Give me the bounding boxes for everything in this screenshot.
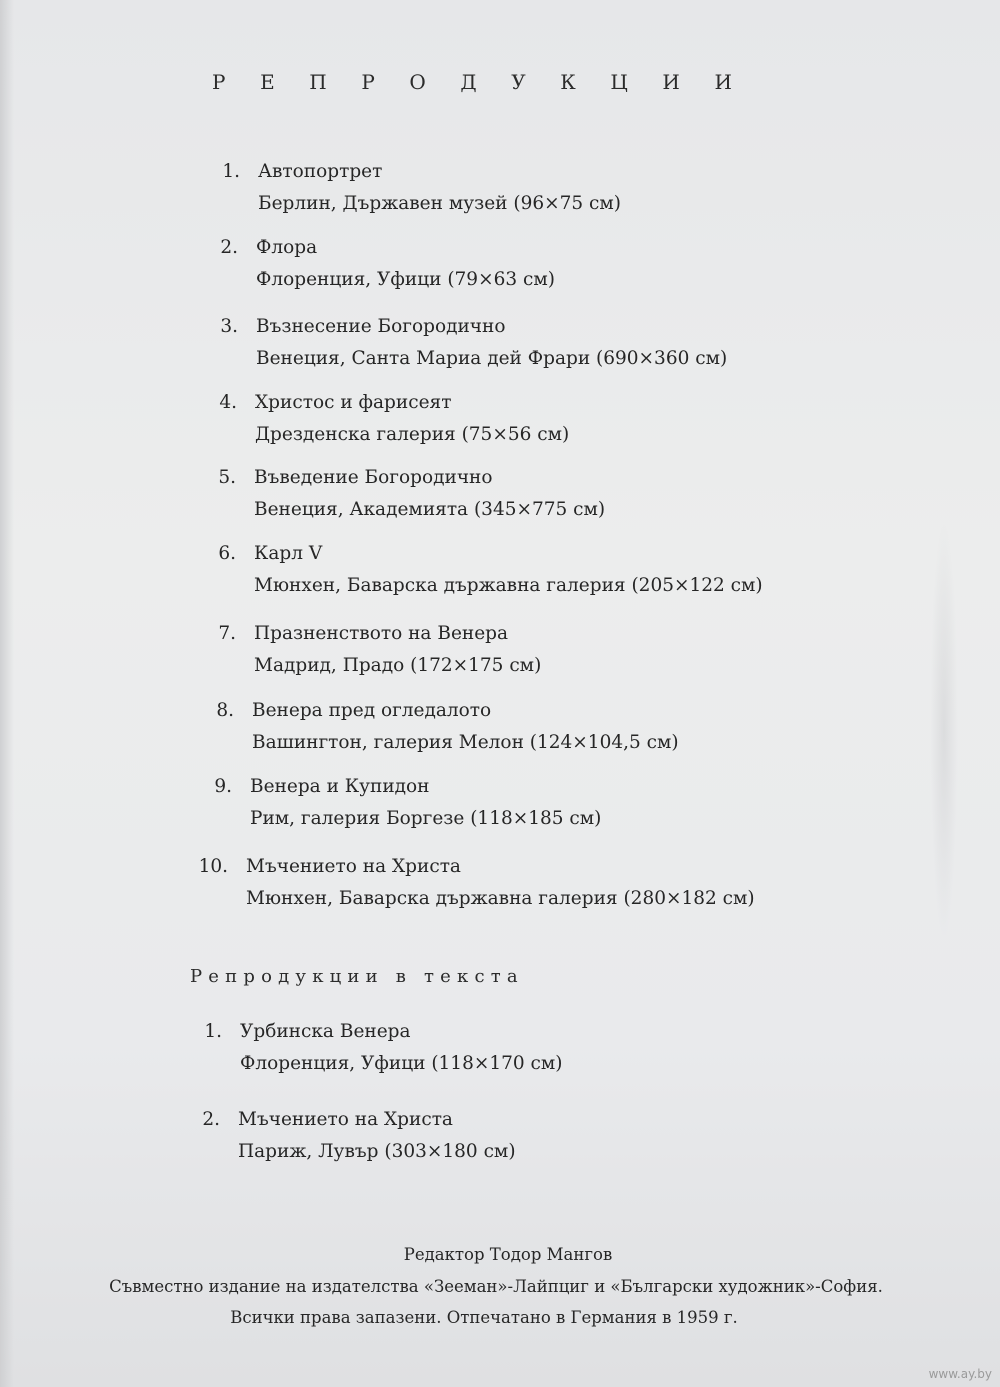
list-item: [218, 618, 542, 682]
item-location: Париж, Лувър (303×180 см): [238, 1141, 516, 1162]
item-title: Венера пред огледалото: [252, 700, 492, 721]
item-title: Урбинска Венера: [240, 1021, 411, 1042]
item-location: Мюнхен, Баварска държавна галерия (205×122 см): [254, 575, 763, 596]
heading-letter: П: [309, 70, 327, 94]
item-location: Рим, галерия Боргезе (118×185 см): [250, 808, 602, 829]
item-location: Берлин, Държавен музей (96×75 см): [258, 193, 622, 214]
item-number: 2.: [202, 1109, 220, 1130]
page-heading: [212, 70, 732, 94]
item-number: 9.: [214, 776, 232, 797]
item-title: Автопортрет: [258, 161, 383, 182]
rights-note: Всички права запазени. Отпечатано в Германия в 1959 г.: [230, 1308, 738, 1327]
item-title: Флора: [256, 237, 318, 258]
list-item: [222, 156, 622, 220]
item-number: 3.: [220, 316, 238, 337]
list-item: [218, 538, 763, 602]
item-number: 6.: [218, 543, 236, 564]
list-item: [220, 311, 728, 375]
item-number: 10.: [198, 856, 228, 877]
heading-letter: Ц: [610, 70, 628, 94]
item-title: Венера и Купидон: [250, 776, 430, 797]
item-title: Мъчението на Христа: [238, 1109, 453, 1130]
item-location: Флоренция, Уфици (118×170 см): [240, 1053, 563, 1074]
item-number: 5.: [218, 467, 236, 488]
item-location: Дрезденска галерия (75×56 см): [255, 424, 570, 445]
heading-letter: К: [560, 70, 576, 94]
item-number: 7.: [218, 623, 236, 644]
item-title: Празненството на Венера: [254, 623, 509, 644]
list-item: [218, 462, 606, 526]
item-location: Мюнхен, Баварска държавна галерия (280×182 см): [246, 888, 755, 909]
list-item: [204, 1016, 563, 1080]
heading-letter: О: [409, 70, 426, 94]
item-location: Флоренция, Уфици (79×63 см): [256, 269, 555, 290]
item-title: Христос и фарисеят: [255, 392, 452, 413]
item-location: Вашингтон, галерия Мелон (124×104,5 см): [252, 732, 679, 753]
list-item: [198, 851, 755, 915]
list-item: [216, 695, 679, 759]
item-number: 1.: [222, 161, 240, 182]
item-title: Въведение Богородично: [254, 467, 493, 488]
paper-crease: [930, 520, 958, 940]
heading-letter: Е: [260, 70, 275, 94]
page-edge-shadow: [0, 0, 14, 1387]
heading-letter: Д: [460, 70, 477, 94]
list-item: [219, 387, 570, 451]
list-item: [220, 232, 555, 296]
heading-letter: Р: [212, 70, 226, 94]
item-title: Възнесение Богородично: [256, 316, 506, 337]
heading-letter: И: [714, 70, 732, 94]
section-heading: Репродукции в текста: [190, 966, 524, 987]
watermark-text: www.ay.by: [928, 1367, 992, 1381]
item-location: Венеция, Санта Мариа дей Фрари (690×360 см): [256, 348, 728, 369]
item-number: 1.: [204, 1021, 222, 1042]
item-title: Карл V: [254, 543, 323, 564]
item-title: Мъчението на Христа: [246, 856, 461, 877]
item-location: Мадрид, Прадо (172×175 см): [254, 655, 542, 676]
item-number: 2.: [220, 237, 238, 258]
item-number: 8.: [216, 700, 234, 721]
heading-letter: Р: [361, 70, 375, 94]
list-item: [214, 771, 602, 835]
item-location: Венеция, Академията (345×775 см): [254, 499, 606, 520]
heading-letter: И: [662, 70, 680, 94]
item-number: 4.: [219, 392, 237, 413]
editor-credit: Редактор Тодор Мангов: [403, 1245, 613, 1264]
list-item: [202, 1104, 516, 1168]
heading-letter: У: [511, 70, 526, 94]
publisher-note: Съвместно издание на издателства «Зееман»-Лайпциг и «Български художник»-София.: [109, 1277, 883, 1296]
